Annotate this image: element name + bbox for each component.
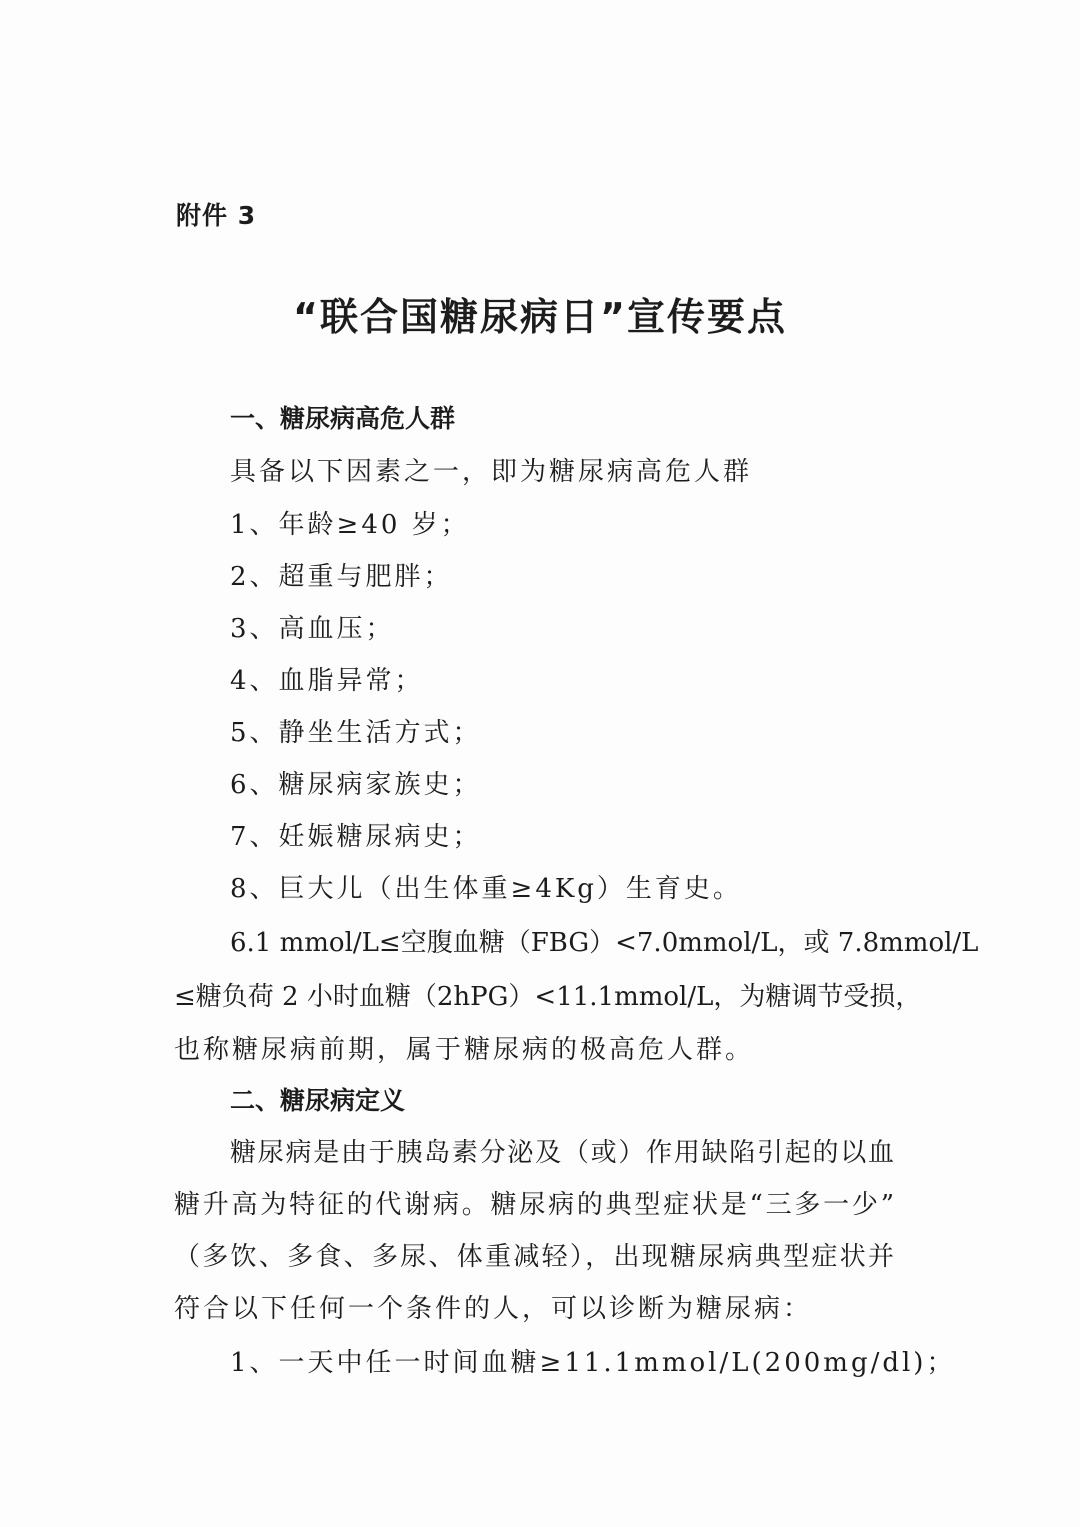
list-item: 1、一天中任一时间血糖≥11.1mmol/L(200mg/dl)； — [230, 1348, 956, 1378]
attachment-label: 附件 3 — [176, 201, 257, 230]
section1-heading: 一、糖尿病高危人群 — [230, 404, 456, 433]
section1-paragraph-line: ≤糖负荷 2 小时血糖（2hPG）<11.1mmol/L，为糖调节受损， — [174, 982, 922, 1012]
section2-heading: 二、糖尿病定义 — [230, 1086, 406, 1115]
list-item: 2、超重与肥胖； — [230, 562, 453, 592]
list-item: 1、年龄≥40 岁； — [230, 510, 470, 540]
section2-paragraph-line: 符合以下任何一个条件的人，可以诊断为糖尿病： — [174, 1294, 813, 1324]
list-item: 6、糖尿病家族史； — [230, 770, 482, 800]
section1-intro: 具备以下因素之一，即为糖尿病高危人群 — [230, 457, 753, 487]
section2-paragraph-line: 糖尿病是由于胰岛素分泌及（或）作用缺陷引起的以血 — [230, 1138, 894, 1168]
section2-paragraph-line: （多饮、多食、多尿、体重减轻），出现糖尿病典型症状并 — [174, 1242, 894, 1272]
page-title: “联合国糖尿病日”宣传要点 — [293, 295, 787, 339]
list-item: 4、血脂异常； — [230, 666, 424, 696]
list-item: 3、高血压； — [230, 614, 395, 644]
list-item: 7、妊娠糖尿病史； — [230, 822, 482, 852]
list-item: 5、静坐生活方式； — [230, 718, 482, 748]
section2-paragraph-line: 糖升高为特征的代谢病。糖尿病的典型症状是“三多一少” — [174, 1190, 894, 1220]
section1-paragraph-line: 6.1 mmol/L≤空腹血糖（FBG）<7.0mmol/L，或 7.8mmol/L — [230, 928, 979, 958]
list-item: 8、巨大儿（出生体重≥4Kg）生育史。 — [230, 874, 742, 904]
section1-paragraph-line: 也称糖尿病前期，属于糖尿病的极高危人群。 — [174, 1035, 755, 1065]
